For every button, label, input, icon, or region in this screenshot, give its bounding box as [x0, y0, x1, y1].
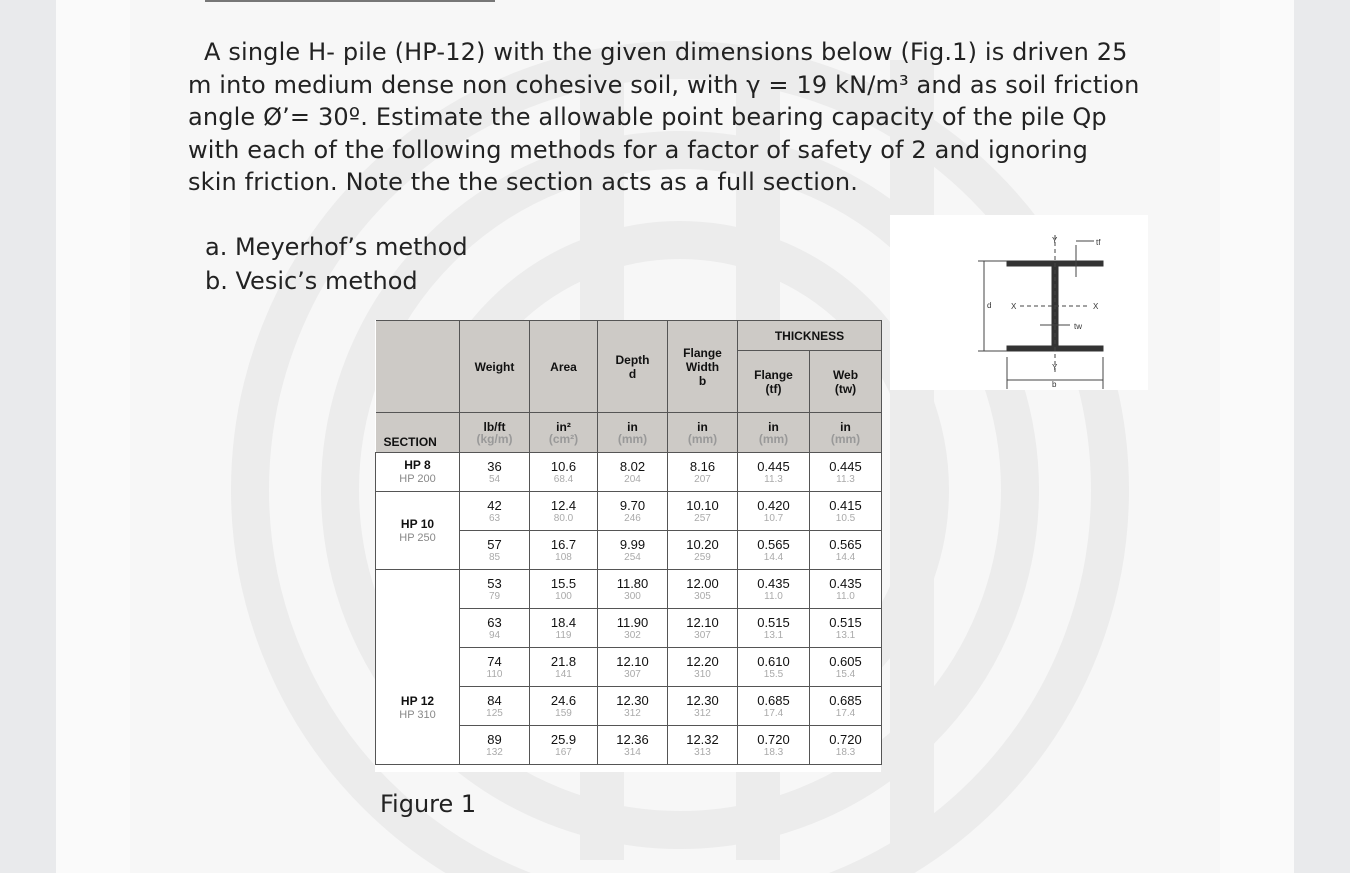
table-cell-a: 18.4 119: [530, 609, 598, 648]
table-cell-d: 9.70 246: [598, 492, 668, 531]
h-section-diagram: [890, 215, 1148, 390]
top-rule: [205, 0, 495, 2]
table-cell-b: 12.00 305: [668, 570, 738, 609]
table-cell-tf: 0.515 13.1: [738, 609, 810, 648]
table-cell-tf: 0.685 17.4: [738, 687, 810, 726]
table-cell-tf: 0.610 15.5: [738, 648, 810, 687]
table-cell-d: 12.10 307: [598, 648, 668, 687]
table-row: [376, 453, 882, 492]
label-tw: tw: [1074, 322, 1082, 331]
table-cell-b: 10.20 259: [668, 531, 738, 570]
figure-caption: Figure 1: [380, 790, 477, 818]
table-cell-tw: 0.515 13.1: [810, 609, 882, 648]
table-cell-d: 11.80 300: [598, 570, 668, 609]
table-cell-a: 21.8 141: [530, 648, 598, 687]
table-cell-w: 36 54: [460, 453, 530, 492]
option-vesic: b. Vesic’s method: [205, 267, 418, 295]
header-web-thickness: Web (tw): [810, 351, 882, 413]
label-x-left: X: [1011, 302, 1017, 311]
table-cell-a: 24.6 159: [530, 687, 598, 726]
table-cell-w: 84 125: [460, 687, 530, 726]
table-cell-a: 12.4 80.0: [530, 492, 598, 531]
table-cell-a: 15.5 100: [530, 570, 598, 609]
table-cell-b: 12.10 307: [668, 609, 738, 648]
section-designation: HP 12 HP 310: [376, 570, 460, 765]
method-options: [205, 230, 468, 298]
label-x-right: X: [1093, 302, 1099, 311]
problem-line: m into medium dense non cohesive soil, with γ = 19 kN/m³ and as soil friction: [188, 70, 1140, 99]
h-pile-cross-section-sketch: [890, 215, 1148, 390]
header-section-label: SECTION: [376, 413, 460, 453]
section-designation: HP 8 HP 200: [376, 453, 460, 492]
table-cell-d: 8.02 204: [598, 453, 668, 492]
table-cell-tw: 0.685 17.4: [810, 687, 882, 726]
header-thickness: THICKNESS: [738, 321, 882, 351]
header-unit: in² (cm²): [530, 413, 598, 453]
table-cell-b: 12.32 313: [668, 726, 738, 765]
table-cell-a: 10.6 68.4: [530, 453, 598, 492]
header-unit: lb/ft (kg/m): [460, 413, 530, 453]
problem-line: with each of the following methods for a factor of safety of 2 and ignoring: [188, 135, 1088, 164]
table-cell-tw: 0.445 11.3: [810, 453, 882, 492]
table-cell-tw: 0.720 18.3: [810, 726, 882, 765]
header-unit: in (mm): [668, 413, 738, 453]
table-cell-b: 12.30 312: [668, 687, 738, 726]
table-cell-w: 42 63: [460, 492, 530, 531]
table-cell-b: 8.16 207: [668, 453, 738, 492]
header-flange-thickness: Flange (tf): [738, 351, 810, 413]
table-cell-b: 12.20 310: [668, 648, 738, 687]
table-cell-b: 10.10 257: [668, 492, 738, 531]
table-cell-tf: 0.720 18.3: [738, 726, 810, 765]
table-row: [376, 570, 882, 609]
header-area: Area: [530, 321, 598, 413]
table-cell-tf: 0.445 11.3: [738, 453, 810, 492]
table-cell-w: 89 132: [460, 726, 530, 765]
table-cell-d: 12.30 312: [598, 687, 668, 726]
table-cell-d: 11.90 302: [598, 609, 668, 648]
problem-statement: [188, 36, 1178, 199]
table-cell-tf: 0.420 10.7: [738, 492, 810, 531]
table-cell-d: 9.99 254: [598, 531, 668, 570]
table-cell-tw: 0.435 11.0: [810, 570, 882, 609]
header-depth: Depth d: [598, 321, 668, 413]
problem-line: A single H- pile (HP-12) with the given dimensions below (Fig.1) is driven 25: [204, 38, 1128, 66]
header-unit: in (mm): [738, 413, 810, 453]
label-y-top: Y: [1052, 236, 1058, 245]
label-tf: tf: [1096, 238, 1101, 247]
problem-line: skin friction. Note the the section acts as a full section.: [188, 168, 859, 196]
problem-line: angle Ø’= 30º. Estimate the allowable point bearing capacity of the pile Qp: [188, 103, 1107, 131]
label-b: b: [1052, 380, 1057, 389]
header-section: [376, 321, 460, 413]
table-cell-w: 74 110: [460, 648, 530, 687]
header-unit: in (mm): [810, 413, 882, 453]
table-cell-tf: 0.565 14.4: [738, 531, 810, 570]
table-cell-w: 57 85: [460, 531, 530, 570]
table-row: [376, 492, 882, 531]
table-cell-w: 63 94: [460, 609, 530, 648]
hp-section-table-image: [375, 320, 881, 772]
hp-section-table: [375, 320, 882, 765]
table-cell-tw: 0.605 15.4: [810, 648, 882, 687]
table-cell-w: 53 79: [460, 570, 530, 609]
table-cell-a: 16.7 108: [530, 531, 598, 570]
option-meyerhof: a. Meyerhof’s method: [205, 233, 468, 261]
table-cell-tw: 0.415 10.5: [810, 492, 882, 531]
label-y-bottom: Y: [1052, 363, 1058, 372]
label-d: d: [987, 301, 992, 310]
table-cell-d: 12.36 314: [598, 726, 668, 765]
table-cell-a: 25.9 167: [530, 726, 598, 765]
table-cell-tf: 0.435 11.0: [738, 570, 810, 609]
header-flange-width: Flange Width b: [668, 321, 738, 413]
header-unit: in (mm): [598, 413, 668, 453]
header-weight: Weight: [460, 321, 530, 413]
table-cell-tw: 0.565 14.4: [810, 531, 882, 570]
section-designation: HP 10 HP 250: [376, 492, 460, 570]
